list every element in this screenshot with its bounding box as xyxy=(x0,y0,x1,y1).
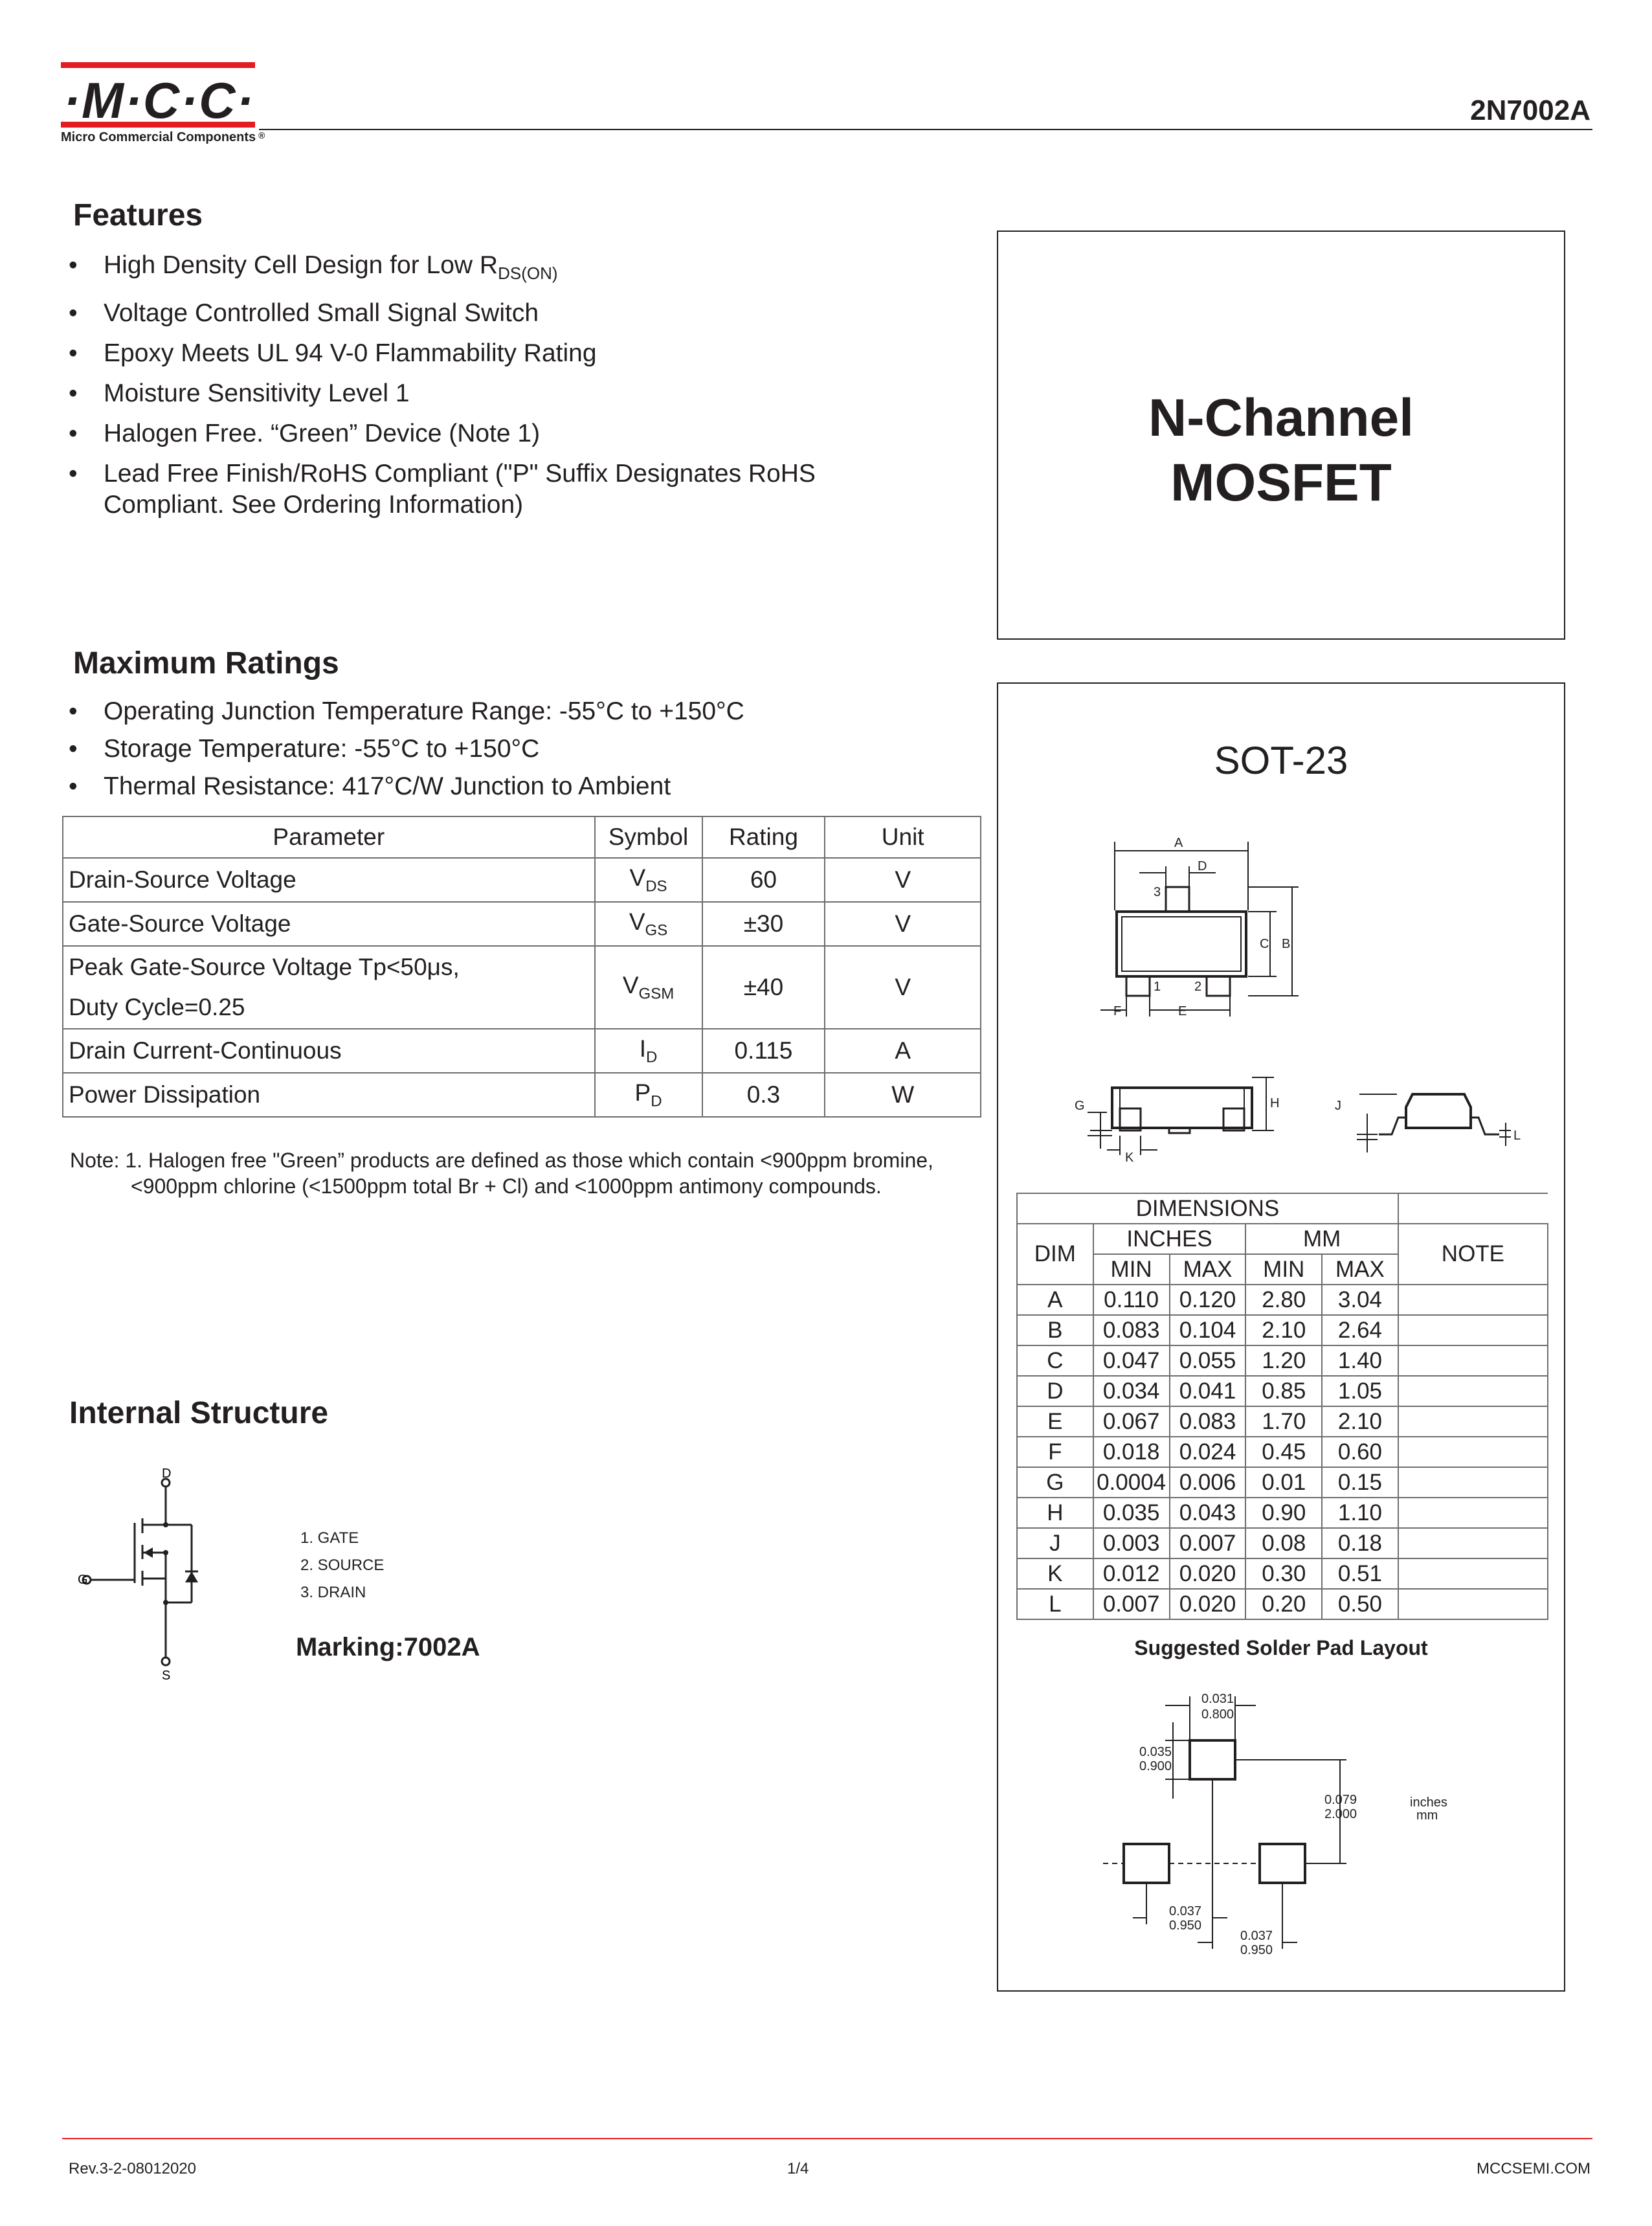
pin-list: 1. GATE 2. SOURCE 3. DRAIN xyxy=(300,1529,385,1601)
features-title: Features xyxy=(73,198,203,232)
cell-symbol: $V_{GS}$ xyxy=(595,902,702,946)
mosfet-symbol xyxy=(78,1463,220,1683)
table-row: F 0.018 0.024 0.45 0.60 xyxy=(1017,1437,1548,1467)
pad-dim-label: 0.079 xyxy=(1324,1793,1357,1807)
table-row: G 0.0004 0.006 0.01 0.15 xyxy=(1017,1467,1548,1498)
header-rating: Rating xyxy=(702,816,825,858)
package-name: SOT-23 xyxy=(1214,739,1348,782)
min-header: MIN xyxy=(1245,1254,1322,1285)
cell-parameter: Gate-Source Voltage xyxy=(63,902,595,946)
dim-label: K xyxy=(1125,1151,1134,1165)
cell-symbol: $I_D$ xyxy=(595,1029,702,1073)
max-header: MAX xyxy=(1170,1254,1246,1285)
header-unit: Unit xyxy=(825,816,981,858)
table-row: K 0.012 0.020 0.30 0.51 xyxy=(1017,1558,1548,1589)
halogen-note: Note: 1. Halogen free "Green” products are defined as those which contain <900ppm bromine, <900ppm chlorine (<1500ppm total Br + Cl) and <1000ppm antimony compounds. xyxy=(70,1149,933,1198)
cell-symbol: $P_D$ xyxy=(595,1073,702,1117)
blank-cell xyxy=(1398,1193,1548,1224)
footer-rule xyxy=(62,2138,1592,2139)
dim-label: G xyxy=(1075,1099,1085,1113)
pad-dim-label: 0.950 xyxy=(1240,1943,1273,1957)
dim-label: F xyxy=(1113,1004,1122,1018)
dim-label: A xyxy=(1174,836,1183,850)
cell-parameter: Power Dissipation xyxy=(63,1073,595,1117)
package-drawing xyxy=(1010,822,1554,1185)
internal-structure-title: Internal Structure xyxy=(69,1396,329,1430)
dim-label: J xyxy=(1335,1099,1341,1113)
cell-parameter: Drain-Source Voltage xyxy=(63,858,595,902)
footer-page: 1/4 xyxy=(787,2160,809,2177)
cell-parameter: Drain Current-Continuous xyxy=(63,1029,595,1073)
pad-dim-label: 0.800 xyxy=(1201,1707,1234,1722)
cell-unit: V xyxy=(825,858,981,902)
cell-rating: ±30 xyxy=(702,902,825,946)
note-header: NOTE xyxy=(1398,1224,1548,1285)
table-row xyxy=(63,1073,981,1117)
max-header: MAX xyxy=(1322,1254,1398,1285)
cell-unit: A xyxy=(825,1029,981,1073)
cell-unit: W xyxy=(825,1073,981,1117)
cell-rating: 0.3 xyxy=(702,1073,825,1117)
ratings-table xyxy=(62,816,981,1118)
cell-parameter: Peak Gate-Source Voltage Tp<50μs, Duty Cycle=0.25 xyxy=(63,946,595,1029)
max-ratings-list xyxy=(62,696,968,809)
dim-label: H xyxy=(1270,1096,1280,1110)
rating-item: • Operating Junction Temperature Range: -55°C to +150°C xyxy=(62,696,968,727)
header-rule xyxy=(259,129,1592,130)
marking: Marking:7002A xyxy=(296,1633,480,1661)
dim-label: 3 xyxy=(1154,885,1161,899)
pad-dim-label: 2.000 xyxy=(1324,1807,1357,1821)
pin-g-label: G xyxy=(78,1573,88,1587)
pad-dim-label: 0.037 xyxy=(1240,1929,1273,1943)
cell-rating: 0.115 xyxy=(702,1029,825,1073)
cell-rating: 60 xyxy=(702,858,825,902)
pad-dim-label: 0.035 xyxy=(1139,1745,1172,1759)
logo-bar-top xyxy=(61,62,255,68)
feature-item: • Epoxy Meets UL 94 V-0 Flammability Rating xyxy=(62,338,968,369)
feature-item: • Halogen Free. “Green” Device (Note 1) xyxy=(62,418,968,449)
inches-header: INCHES xyxy=(1093,1224,1246,1254)
table-header-row xyxy=(63,816,981,858)
cell-symbol: $V_{DS}$ xyxy=(595,858,702,902)
dim-label: 2 xyxy=(1194,980,1202,994)
cell-symbol: $V_{GSM}$ xyxy=(595,946,702,1029)
pad-dim-label: 0.950 xyxy=(1169,1918,1202,1933)
pad-dim-label: 0.037 xyxy=(1169,1904,1202,1918)
dim-header-row xyxy=(1017,1224,1548,1254)
header-parameter: Parameter xyxy=(63,816,595,858)
dim-label: E xyxy=(1178,1004,1187,1018)
product-box xyxy=(997,230,1565,640)
rating-item: • Storage Temperature: -55°C to +150°C xyxy=(62,734,968,765)
feature-item: • High Density Cell Design for Low $R_{DS(ON)}$ xyxy=(62,250,968,289)
pin-s-label: S xyxy=(162,1669,171,1683)
table-row xyxy=(63,902,981,946)
dim-label: D xyxy=(1198,859,1207,873)
table-row xyxy=(63,946,981,1029)
cell-unit: V xyxy=(825,946,981,1029)
table-row: L 0.007 0.020 0.20 0.50 xyxy=(1017,1589,1548,1619)
table-row: E 0.067 0.083 1.70 2.10 xyxy=(1017,1406,1548,1437)
table-row: H 0.035 0.043 0.90 1.10 xyxy=(1017,1498,1548,1528)
footer-revision: Rev.3-2-08012020 xyxy=(69,2160,197,2177)
table-row: C 0.047 0.055 1.20 1.40 xyxy=(1017,1345,1548,1376)
rating-item: • Thermal Resistance: 417°C/W Junction to Ambient xyxy=(62,771,968,802)
table-row: B 0.083 0.104 2.10 2.64 xyxy=(1017,1315,1548,1345)
feature-item: • Lead Free Finish/RoHS Compliant ("P" Suffix Designates RoHS Compliant. See Ordering Information) xyxy=(62,458,893,521)
feature-item: • Moisture Sensitivity Level 1 xyxy=(62,378,968,409)
dim-label: B xyxy=(1282,937,1291,951)
footer-website: MCCSEMI.COM xyxy=(1477,2160,1591,2177)
pin-d-label: D xyxy=(162,1467,172,1481)
table-row xyxy=(63,1029,981,1073)
solder-pad-title: Suggested Solder Pad Layout xyxy=(1134,1636,1428,1659)
pad-unit-label: mm xyxy=(1416,1808,1438,1823)
table-row: J 0.003 0.007 0.08 0.18 xyxy=(1017,1528,1548,1558)
logo: ·M·C·C· xyxy=(63,72,255,129)
table-row xyxy=(63,858,981,902)
pad-dim-label: 0.900 xyxy=(1139,1759,1172,1773)
pad-unit-label: inches xyxy=(1410,1795,1447,1810)
pad-dim-label: 0.031 xyxy=(1201,1692,1234,1706)
header-symbol: Symbol xyxy=(595,816,702,858)
dim-title-row xyxy=(1017,1193,1548,1224)
dim-header: DIM xyxy=(1017,1224,1093,1285)
table-row: D 0.034 0.041 0.85 1.05 xyxy=(1017,1376,1548,1406)
max-ratings-title: Maximum Ratings xyxy=(73,646,339,680)
logo-subtitle: Micro Commercial Components ® xyxy=(61,130,265,144)
dim-label: 1 xyxy=(1154,980,1161,994)
table-row: A 0.110 0.120 2.80 3.04 xyxy=(1017,1285,1548,1315)
dim-title: DIMENSIONS xyxy=(1017,1193,1398,1224)
mm-header: MM xyxy=(1245,1224,1398,1254)
solder-pad-drawing xyxy=(1100,1683,1489,1975)
part-number: 2N7002A xyxy=(1470,95,1591,126)
cell-rating: ±40 xyxy=(702,946,825,1029)
features-list xyxy=(62,250,968,530)
cell-unit: V xyxy=(825,902,981,946)
min-header: MIN xyxy=(1093,1254,1170,1285)
feature-item: • Voltage Controlled Small Signal Switch xyxy=(62,298,968,329)
dim-label: C xyxy=(1260,937,1269,951)
dimensions-table xyxy=(1016,1193,1548,1620)
dim-label: L xyxy=(1513,1129,1521,1143)
product-title: N-Channel MOSFET xyxy=(1148,388,1414,512)
